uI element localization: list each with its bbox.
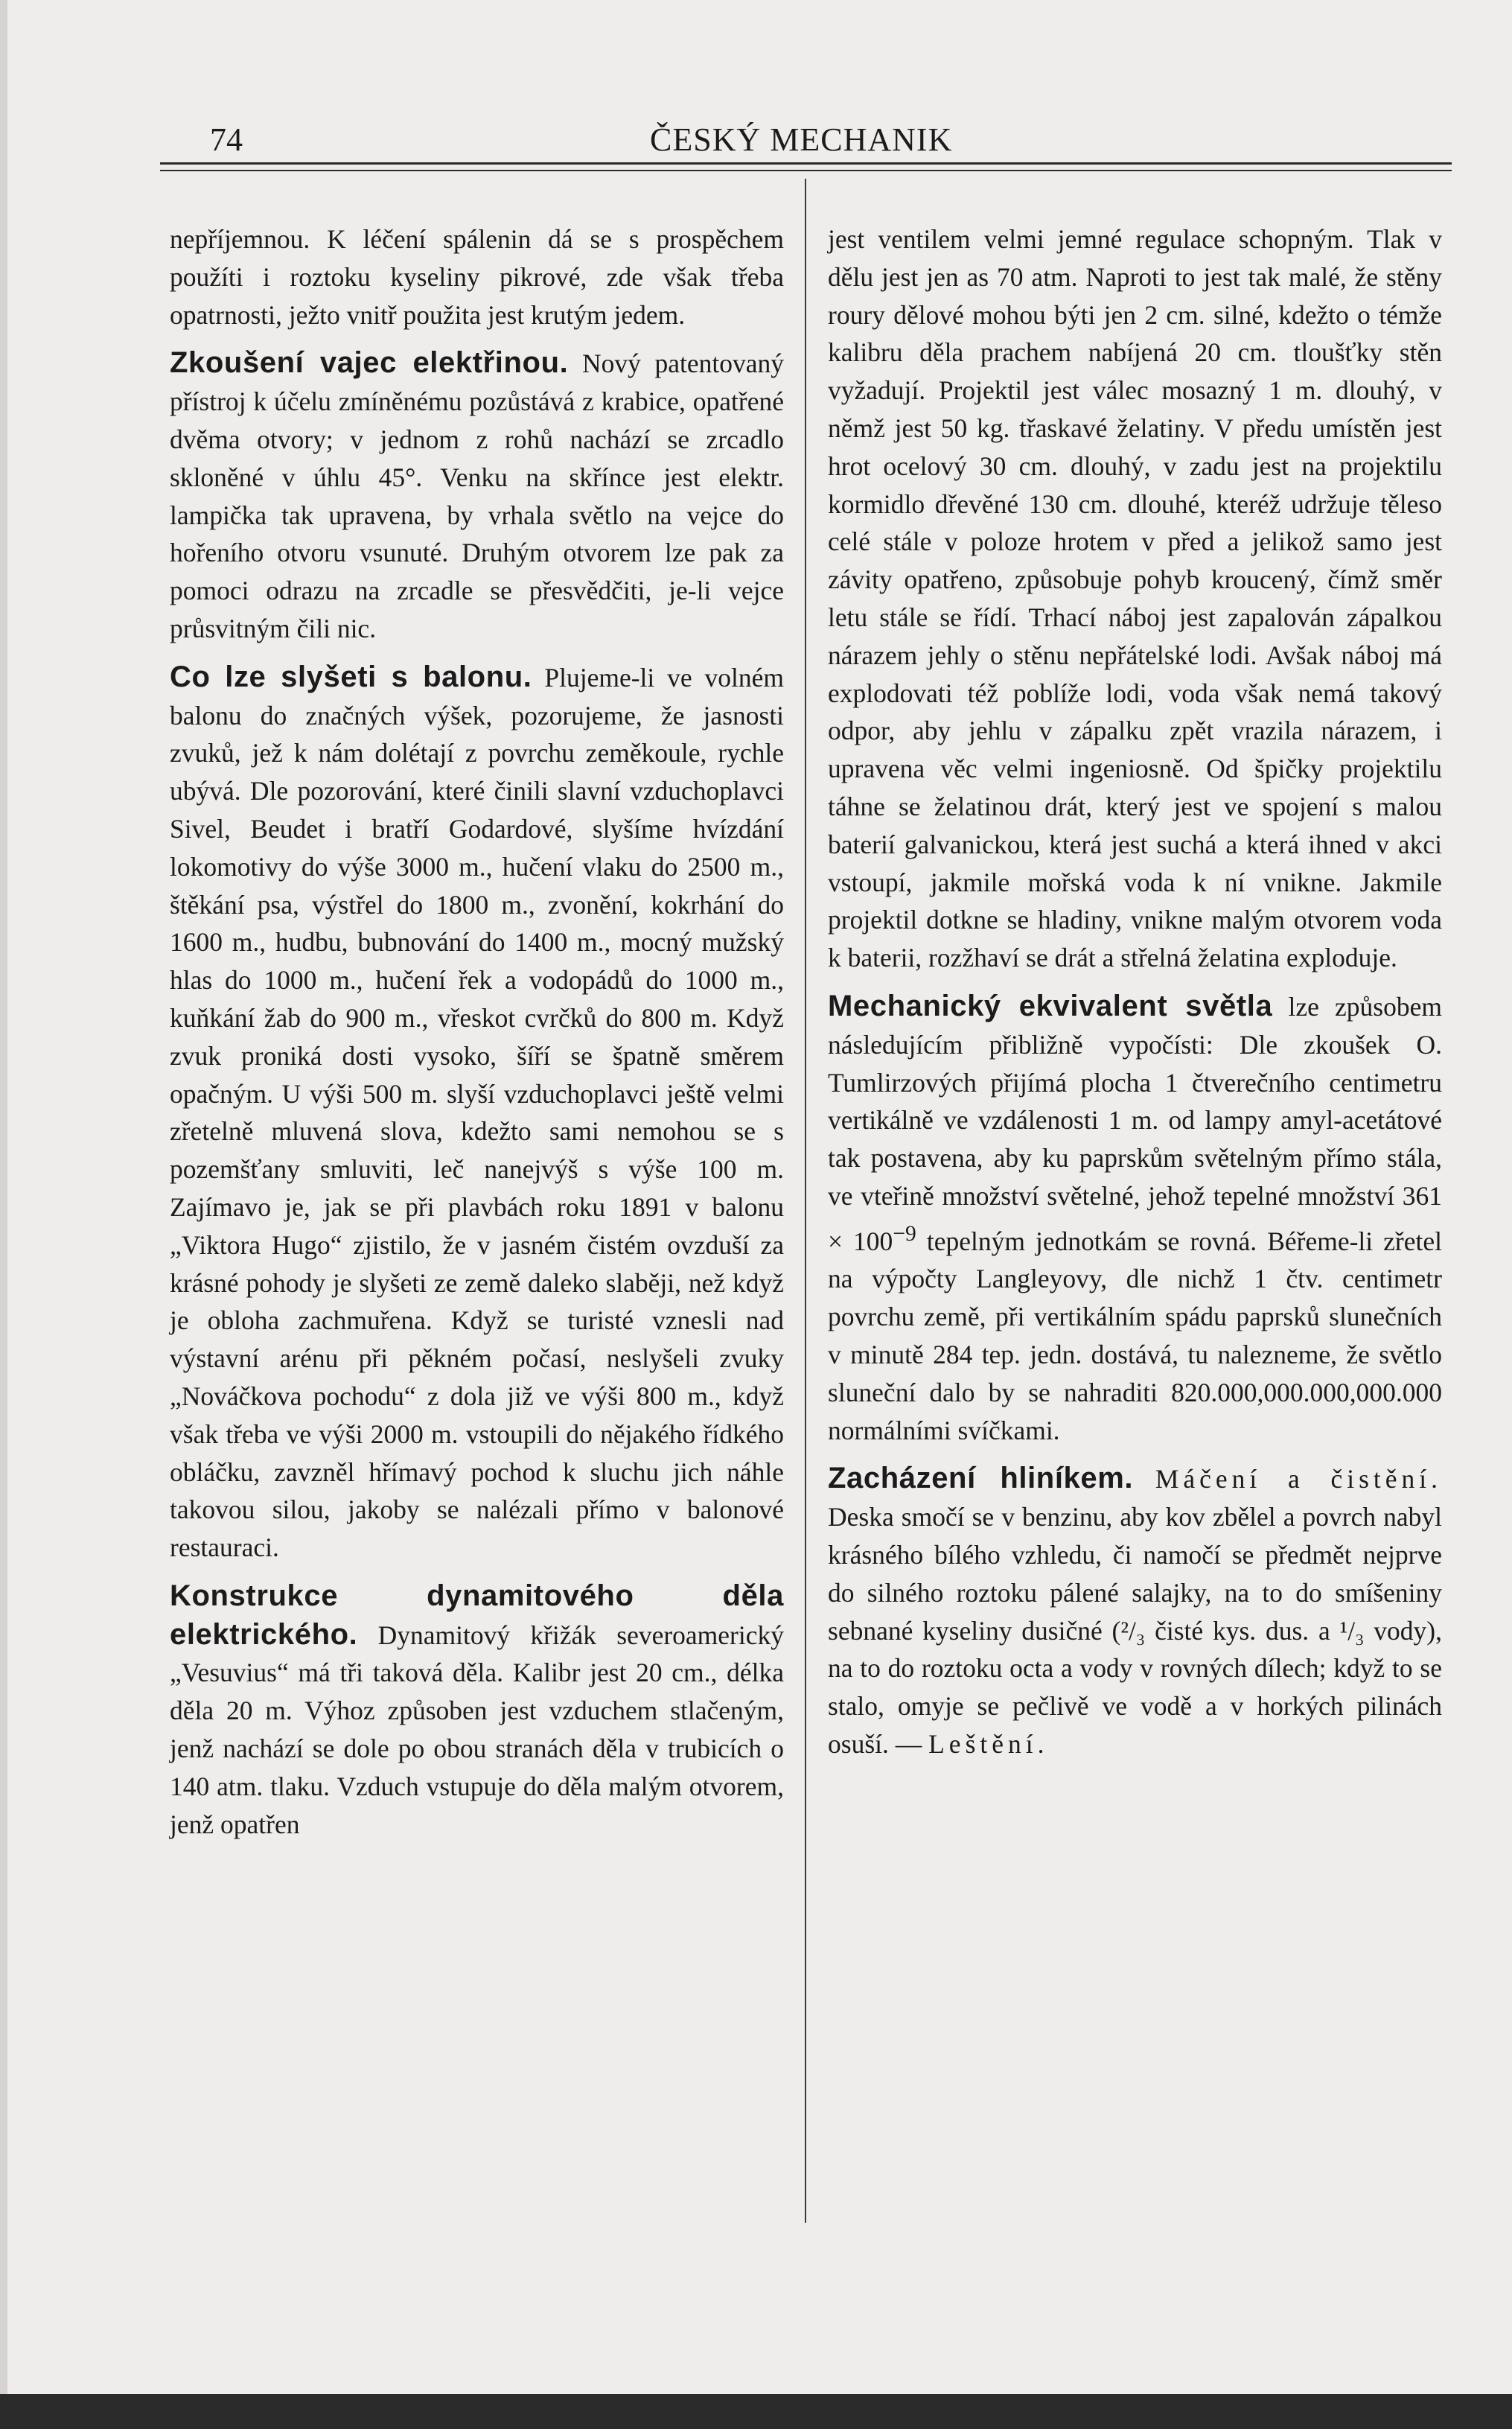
- article-body: Plujeme-li ve volném balonu do značných výšek, pozorujeme, že jasnosti zvuků, jež k nám dolétají z povrchu zeměkoule, rychle ubývá. Dle pozorování, které činili slavní vzduchoplavci Sivel, Beudet i bratří Godardové, slyšíme hvízdání lokomotivy do výše 3000 m., hučení vlaku do 2500 m., štěkání psa, výstřel do 1800 m., zvonění, kokrhání do 1600 m., hudbu, bubnování do 1400 m., mocný mužský hlas do 1000 m., hučení řek a vodopádů do 1000 m., kuňkání žab do 900 m., vřeskot cvrčků do 800 m. Když zvuk proniká dosti vysoko, šíří se špatně směrem opačným. U výši 500 m. slyší vzduchoplavci ještě velmi zřetelně mluvená slova, kdežto sami nemohou se s pozemšťany smluviti, leč nanejvýš s výše 100 m. Zajímavo je, jak se při plavbách roku 1891 v balonu „Viktora Hugo“ zjistilo, že v jasném čistém ovzduší za krásné pohody je slyšeti ze země daleko slaběji, než když je obloha zachmuřena. Když se turisté vznesli nad výstavní arénu při pěkném počasí, neslyšeli zvuky „Nováčkova pochodu“ z dola již ve výši 800 m., když však třeba ve výši 2000 m. vstoupili do nějakého řídkého obláčku, zavzněl hřímavý pochod k sluchu jich náhle takovou silou, jakoby se nalézali přímo v balonové restauraci.: [170, 662, 784, 1563]
- header-rule-bottom: [160, 170, 1452, 171]
- article-body: Deska smočí se v benzinu, aby kov zbělel a povrch nabyl krásného bílého vzhledu, či namočí se předmět nejprve do silného roztoku pálené salajky, na to do smíšeniny sebnané kyseliny dusičné (: [828, 1502, 1442, 1646]
- article-balloon-hearing: [170, 658, 784, 1567]
- right-column: [828, 220, 1442, 1763]
- article-egg-testing: [170, 344, 784, 647]
- journal-title: ČESKÝ MECHANIK: [650, 121, 953, 158]
- paragraph-continued: nepříjemnou. K léčení spálenin dá se s prospěchem použíti i roztoku kyseliny pikrové, zde však třeba opatrnosti, ježto vnitř použita jest krutým jedem.: [170, 224, 784, 330]
- article-body: Dynamitový křižák severoamerický „Vesuvius“ má tři taková děla. Kalibr jest 20 cm., délka děla 20 m. Výhoz způsoben jest vzduchem stlačeným, jenž nachází se dole po obou stranách děla v trubicích o 140 atm. tlaku. Vzduch vstupuje do děla malým otvorem, jenž opatřen: [170, 1620, 784, 1839]
- article-heading: Co lze slyšeti s balonu.: [170, 660, 532, 693]
- article-light-equivalent: [828, 987, 1442, 1449]
- scan-bottom-edge: [0, 2394, 1512, 2429]
- fraction: ¹/₃: [1339, 1615, 1365, 1646]
- fraction: ²/₃: [1120, 1615, 1146, 1646]
- paragraph-continued: jest ventilem velmi jemné regulace schopným. Tlak v dělu jest jen as 70 atm. Naproti to jest tak malé, že stěny roury dělové mohou býti jen 2 cm. silné, kdežto o témže kalibru děla prachem nabíjená 20 cm. tloušťky stěn vyžadují. Projektil jest válec mosazný 1 m. dlouhý, v němž jest 50 kg. třaskavé želatiny. V předu umístěn jest hrot ocelový 30 cm. dlouhý, v zadu jest na projektilu kormidlo dřevěné 130 cm. dlouhé, kteréž udržuje těleso celé stále v poloze hrotem v před a jelikož samo jest závity opatřeno, způsobuje pohyb kroucený, čímž směr letu stále se řídí. Trhací náboj jest zapalován zápalkou nárazem jehly o stěnu nepřátelské lodi. Avšak náboj má explodovati též poblíže lodi, voda však nemá takový odpor, aby jehlu v zápalku zpět vrazila nárazem, i upravena věc velmi ingeniosně. Od špičky projektilu táhne se želatinou drát, který jest ve spojení s malou baterií galvanickou, která jest suchá a která ihned v akci vstoupí, jakmile mořská voda k ní vnikne. Jakmile projektil dotkne se hladiny, vnikne malým otvorem voda k baterii, rozžhaví se drát a střelná želatina exploduje.: [828, 224, 1442, 973]
- article-heading: Konstrukce dynamitového děla elektrického.: [170, 1579, 784, 1651]
- article-heading: Zkoušení vajec elektřinou.: [170, 346, 569, 380]
- article-heading: Zacházení hliníkem.: [828, 1462, 1134, 1495]
- column-divider: [805, 179, 806, 2223]
- article-aluminium: [828, 1459, 1442, 1763]
- article-dynamite-gun: [170, 1577, 784, 1844]
- left-column: [170, 220, 784, 1843]
- subheading: Máčení a čistění.: [1155, 1464, 1443, 1494]
- article-body: čisté kys. dus. a: [1145, 1615, 1340, 1646]
- article-body: lze způsobem následujícím přibližně vypočísti: Dle zkoušek O. Tumlirzových přijímá plocha 1 čtverečního centimetru vertikálně ve vzdálenosti 1 m. od lampy amyl-acetátové tak postavena, aby ku paprskům světelným přímo stála, ve vteřině množství světelné, jehož tepelné množství 361 × 100: [828, 991, 1442, 1256]
- article-body: Nový patentovaný přístroj k účelu zmíněnému pozůstává z krabice, opatřené dvěma otvory; v jednom z rohů nachází se zrcadlo skloněné v úhlu 45°. Venku na skřínce jest elektr. lampička tak upravena, by vrhala světlo na vejce do hořeního otvoru vsunuté. Druhým otvorem lze pak za pomoci odrazu na zrcadle se přesvědčiti, je-li vejce průsvitným čili nic.: [170, 348, 784, 643]
- header-rule-top: [160, 162, 1452, 165]
- page-edge-shadow: [0, 0, 7, 2394]
- subheading: Leštění.: [928, 1728, 1049, 1759]
- exponent: −9: [893, 1221, 916, 1246]
- article-body: tepelným jednotkám se rovná. Béřeme-li zřetel na výpočty Langleyovy, dle nichž 1 čtv. centimetr povrchu země, při vertikálním spádu paprsků slunečních v minutě 284 tep. jedn. dostává, tu nalezneme, že světlo sluneční dalo by se nahraditi 820.000,000.000,000.000 normálními svíčkami.: [828, 1226, 1442, 1445]
- article-body: vody), na to do roztoku octa a vody v rovných dílech; když to se stalo, omyje se pečlivě ve vodě a v horkých pilinách osuší. —: [828, 1615, 1442, 1759]
- page-number: 74: [210, 121, 243, 158]
- article-heading: Mechanický ekvivalent světla: [828, 989, 1273, 1022]
